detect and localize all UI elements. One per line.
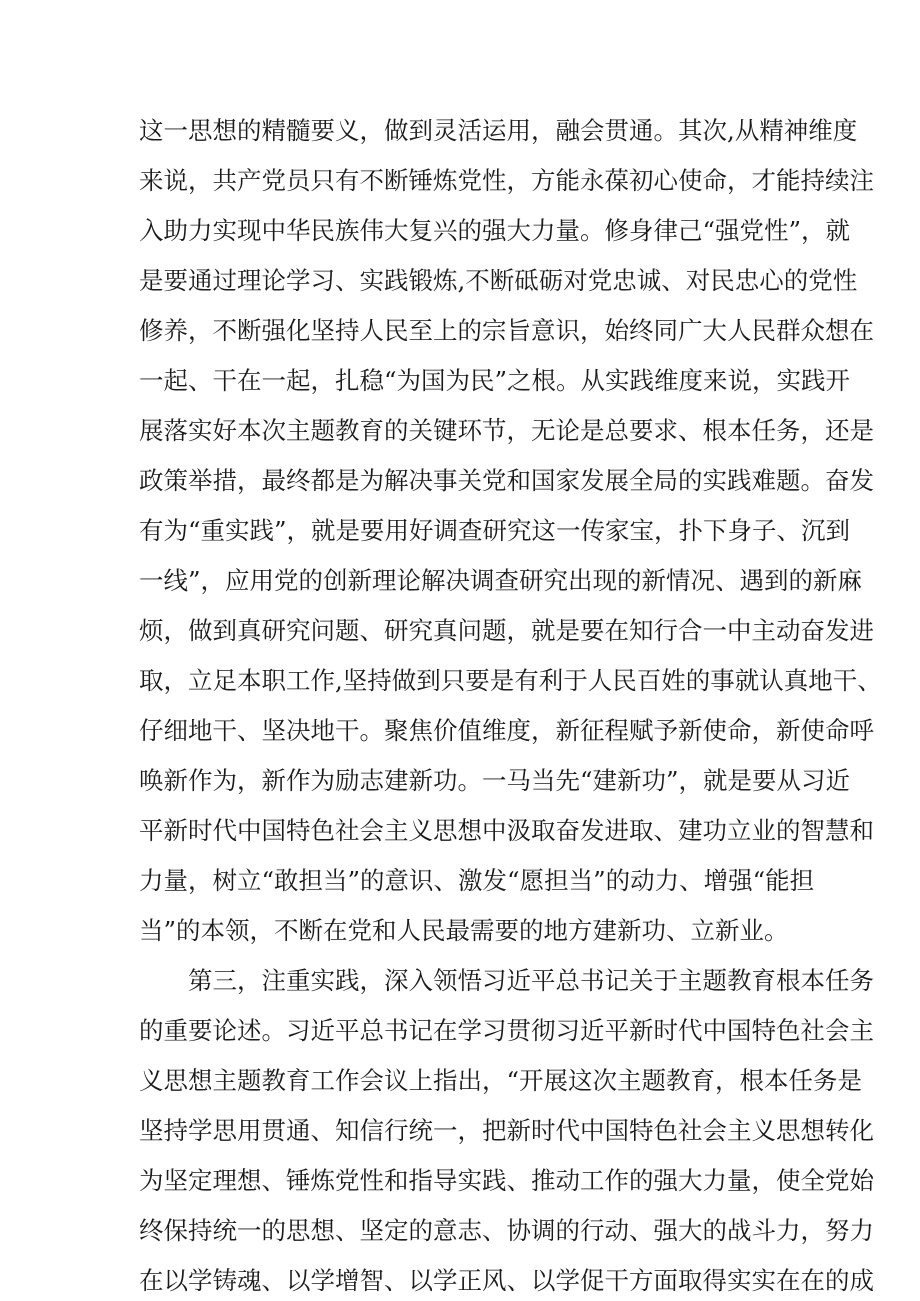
- text-line: 的重要论述。习近平总书记在学习贯彻习近平新时代中国特色社会主: [139, 1016, 874, 1045]
- text-line: 取，立足本职工作,坚持做到只要是有利于人民百姓的事就认真地干、: [139, 666, 882, 695]
- text-line: 一线”，应用党的创新理论解决调查研究出现的新情况、遇到的新麻: [139, 566, 863, 595]
- text-line: 政策举措，最终都是为解决事关党和国家发展全局的实践难题。奋发: [139, 466, 874, 495]
- text-line: 唤新作为，新作为励志建新功。一马当先“建新功”，就是要从习近: [139, 766, 851, 795]
- text-line: 力量，树立“敢担当”的意识、激发“愿担当”的动力、增强“能担: [139, 866, 815, 895]
- text-line: 坚持学思用贯通、知信行统一，把新时代中国特色社会主义思想转化: [139, 1116, 874, 1145]
- text-line: 在以学铸魂、以学增智、以学正风、以学促干方面取得实实在在的成: [139, 1266, 874, 1295]
- text-line: 烦，做到真研究问题、研究真问题，就是要在知行合一中主动奋发进: [139, 616, 874, 645]
- paragraph-first-line: 第三，注重实践，深入领悟习近平总书记关于主题教育根本任务: [188, 966, 874, 995]
- text-line: 修养，不断强化坚持人民至上的宗旨意识，始终同广大人民群众想在: [139, 316, 874, 345]
- text-line: 展落实好本次主题教育的关键环节，无论是总要求、根本任务，还是: [139, 416, 874, 445]
- text-line: 为坚定理想、锤炼党性和指导实践、推动工作的强大力量，使全党始: [139, 1166, 874, 1195]
- text-line: 有为“重实践”，就是要用好调查研究这一传家宝，扑下身子、沉到: [139, 516, 851, 545]
- text-line: 这一思想的精髓要义，做到灵活运用，融会贯通。其次,从精神维度: [139, 116, 858, 145]
- text-line: 义思想主题教育工作会议上指出，“开展这次主题教育，根本任务是: [139, 1066, 863, 1095]
- text-line: 来说，共产党员只有不断锤炼党性，方能永葆初心使命，才能持续注: [139, 166, 874, 195]
- text-line: 一起、干在一起，扎稳“为国为民”之根。从实践维度来说，实践开: [139, 366, 851, 395]
- paragraph-last-line: 当”的本领，不断在党和人民最需要的地方建新功、立新业。: [139, 916, 789, 945]
- text-line: 终保持统一的思想、坚定的意志、协调的行动、强大的战斗力，努力: [139, 1216, 874, 1245]
- text-line: 是要通过理论学习、实践锻炼,不断砥砺对党忠诚、对民忠心的党性: [139, 266, 858, 295]
- text-line: 入助力实现中华民族伟大复兴的强大力量。修身律己“强党性”，就: [139, 216, 851, 245]
- text-line: 仔细地干、坚决地干。聚焦价值维度，新征程赋予新使命，新使命呼: [139, 716, 874, 745]
- text-line: 平新时代中国特色社会主义思想中汲取奋发进取、建功立业的智慧和: [139, 816, 874, 845]
